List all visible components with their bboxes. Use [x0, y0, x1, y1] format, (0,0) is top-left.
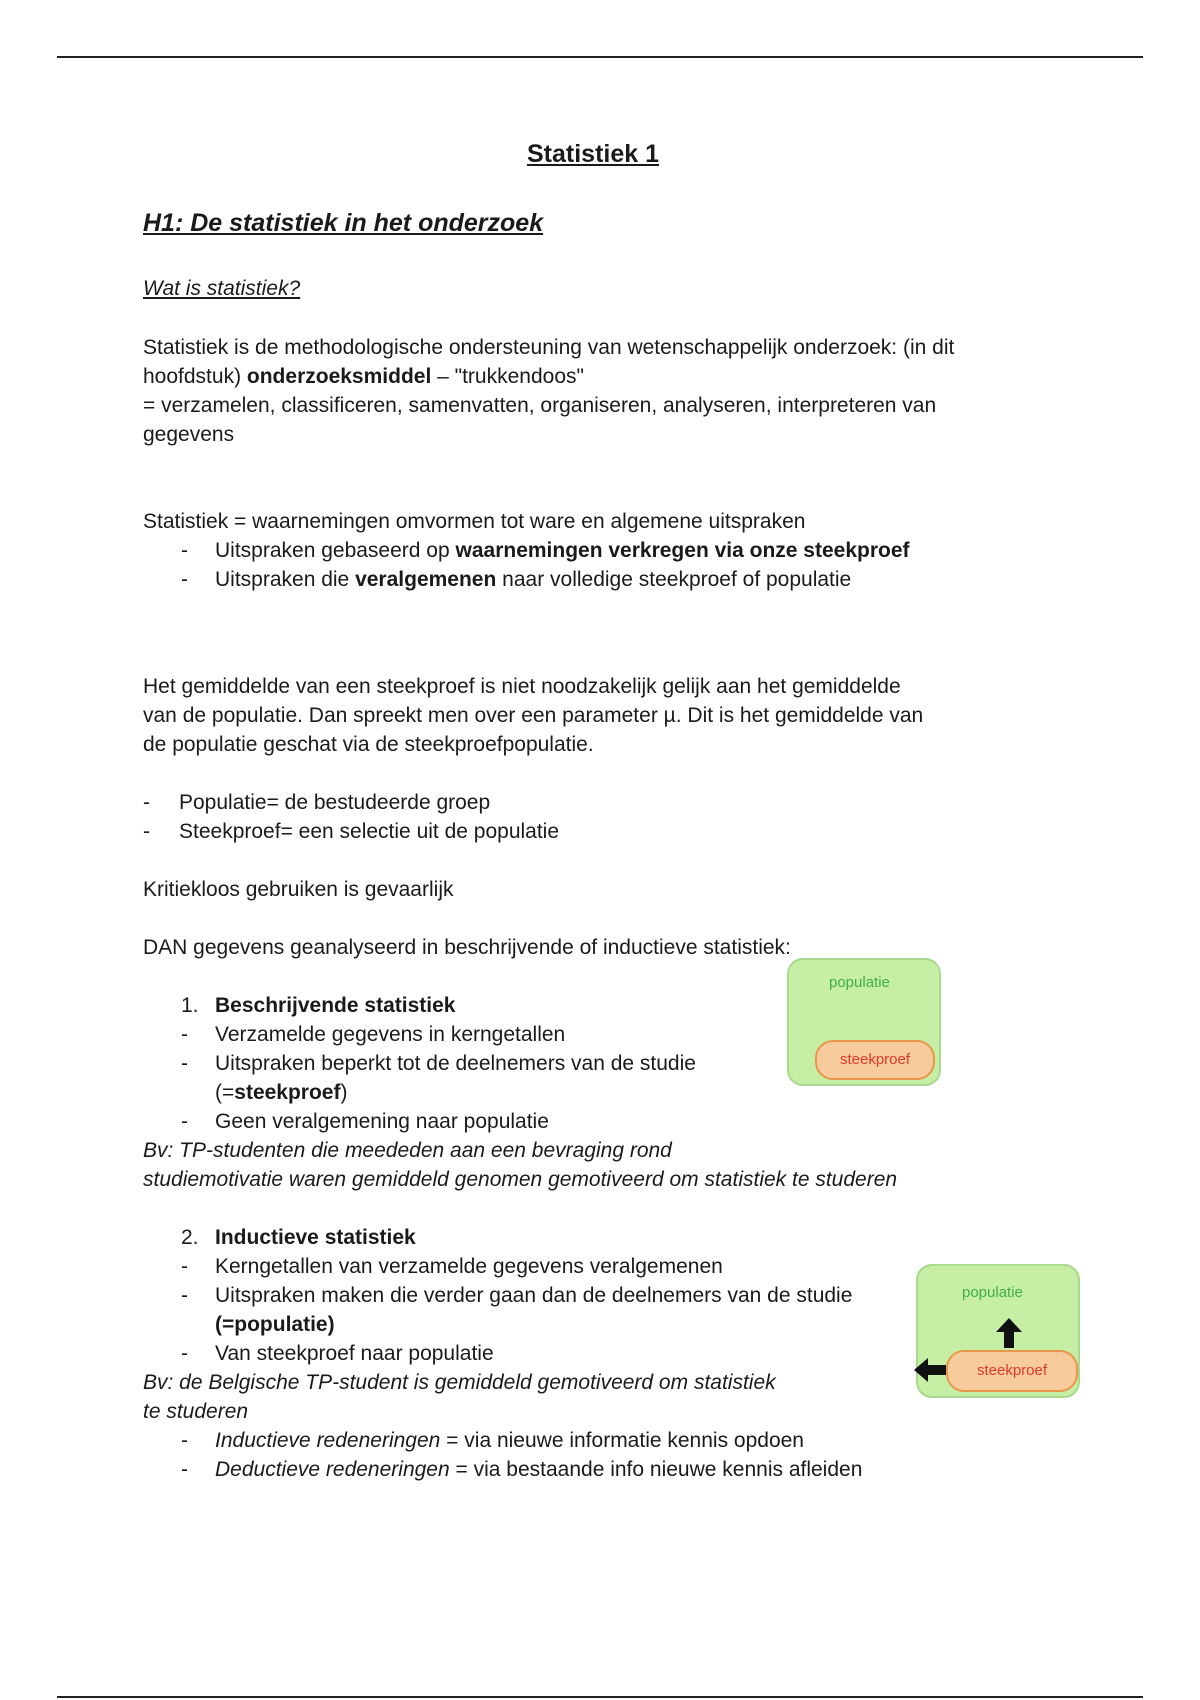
inductive-diagram [908, 1262, 1082, 1400]
top-rule [57, 56, 1143, 58]
definition-bullet-2: - Uitspraken die veralgemenen naar volledige steekproef of populatie [143, 565, 1043, 594]
inductive-bullet-2-cont: (=populatie) [215, 1313, 335, 1336]
deductive-reasoning: - Deductieve redeneringen = via bestaande info nieuwe kennis afleiden [143, 1455, 1043, 1484]
mean-line-2: van de populatie. Dan spreekt men over een parameter µ. Dit is het gemiddelde van [143, 704, 924, 727]
up-arrow-icon [996, 1318, 1022, 1348]
intro-line-4: gegevens [143, 423, 235, 446]
definition-bullet-1: - Uitspraken gebaseerd op waarnemingen verkregen via onze steekproef [143, 536, 1043, 565]
sample-pill: steekproef [815, 1040, 935, 1080]
mean-line-1: Het gemiddelde van een steekproef is niet noodzakelijk gelijk aan het gemiddelde [143, 675, 901, 698]
mean-line-3: de populatie geschat via de steekproefpopulatie. [143, 733, 594, 756]
population-label-2: populatie [962, 1284, 1023, 1301]
then-line: DAN gegevens geanalyseerd in beschrijvende of inductieve statistiek: [143, 936, 791, 959]
document-title: Statistiek 1 [526, 140, 659, 168]
left-arrow-icon [914, 1358, 946, 1382]
descriptive-diagram [787, 958, 941, 1086]
inductive-bullet-1: - Kerngetallen van verzamelde gegevens veralgemenen [143, 1252, 1043, 1281]
inductive-example-2: te studeren [143, 1400, 249, 1423]
population-label: populatie [829, 974, 890, 991]
inductive-bullet-2: - Uitspraken maken die verder gaan dan de deelnemers van de studie [143, 1281, 1043, 1310]
descriptive-bullet-3: - Geen veralgemening naar populatie [143, 1107, 1043, 1136]
descriptive-bullet-2-cont: (=steekproef) [215, 1081, 348, 1104]
section-inductive-title: 2. Inductieve statistiek [181, 1226, 416, 1249]
intro-line-3: = verzamelen, classificeren, samenvatten, organiseren, analyseren, interpreteren van [143, 394, 937, 417]
population-box [787, 958, 941, 1086]
inductive-example-1: Bv: de Belgische TP-student is gemiddeld gemotiveerd om statistiek [143, 1371, 776, 1394]
descriptive-example-2: studiemotivatie waren gemiddeld genomen gemotiveerd om statistiek te studeren [143, 1168, 898, 1191]
population-definition: - Populatie= de bestudeerde groep [143, 788, 1043, 817]
section-question: Wat is statistiek? [143, 277, 301, 300]
definition-line: Statistiek = waarnemingen omvormen tot ware en algemene uitspraken [143, 510, 806, 533]
chapter-heading: H1: De statistiek in het onderzoek [143, 209, 544, 237]
descriptive-bullet-2: - Uitspraken beperkt tot de deelnemers van de studie [143, 1049, 1043, 1078]
bottom-rule [57, 1696, 1143, 1698]
sample-definition: - Steekproef= een selectie uit de populatie [143, 817, 1043, 846]
section-descriptive-title: 1. Beschrijvende statistiek [181, 994, 456, 1017]
inductive-reasoning: - Inductieve redeneringen = via nieuwe informatie kennis opdoen [143, 1426, 1043, 1455]
warning-line: Kritiekloos gebruiken is gevaarlijk [143, 878, 454, 901]
intro-line-2: hoofdstuk) onderzoeksmiddel – "trukkendoos" [143, 365, 584, 388]
inductive-bullet-3: - Van steekproef naar populatie [143, 1339, 1043, 1368]
descriptive-example-1: Bv: TP-studenten die meededen aan een bevraging rond [143, 1139, 672, 1162]
intro-line-1: Statistiek is de methodologische ondersteuning van wetenschappelijk onderzoek: (in dit [143, 336, 955, 359]
descriptive-bullet-1: - Verzamelde gegevens in kerngetallen [143, 1020, 1043, 1049]
sample-pill-2: steekproef [946, 1350, 1078, 1392]
